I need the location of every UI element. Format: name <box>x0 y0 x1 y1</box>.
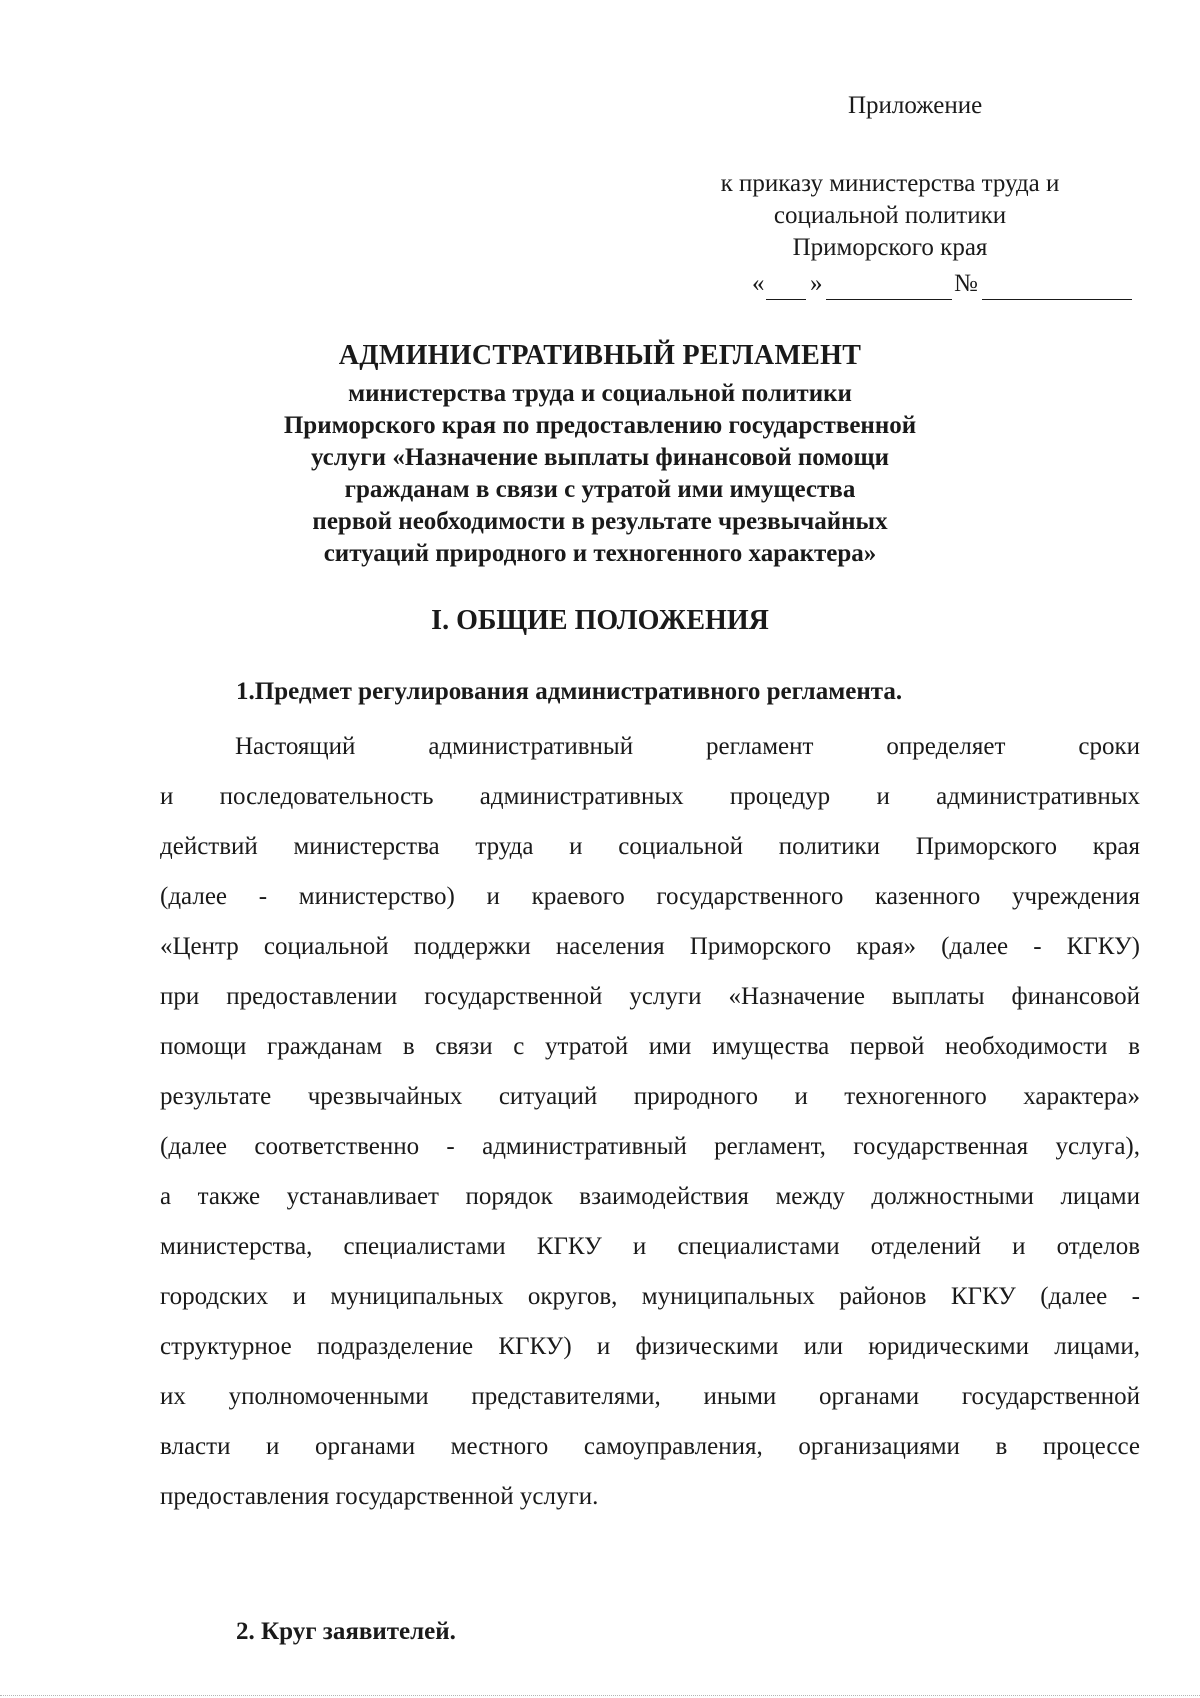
date-quote-open: « <box>752 270 765 297</box>
order-ref-line: социальной политики <box>773 202 1007 229</box>
body-line: и последовательность административных процедур и административных <box>160 783 1140 810</box>
body-line: городских и муниципальных округов, муниципальных районов КГКУ (далее - <box>160 1283 1140 1310</box>
subtitle-line: услуги «Назначение выплаты финансовой помощи <box>310 444 890 471</box>
date-quote-close: » <box>810 270 823 297</box>
subtitle-line: гражданам в связи с утратой ими имущества <box>344 476 856 503</box>
body-line: их уполномоченными представителями, иными органами государственной <box>160 1383 1140 1410</box>
body-line: структурное подразделение КГКУ) и физическими или юридическими лицами, <box>160 1333 1140 1360</box>
subtitle-line: министерства труда и социальной политики <box>348 380 852 407</box>
order-number-handwritten <box>982 269 1132 300</box>
body-line: результате чрезвычайных ситуаций природного и техногенного характера» <box>160 1083 1140 1110</box>
body-line: действий министерства труда и социальной политики Приморского края <box>160 833 1140 860</box>
body-paragraph <box>160 722 1140 1522</box>
scan-edge-divider <box>0 1695 1200 1696</box>
body-line: (далее - министерство) и краевого государственного казенного учреждения <box>160 883 1140 910</box>
body-line: власти и органами местного самоуправления, организациями в процессе <box>160 1433 1140 1460</box>
body-line: при предоставлении государственной услуги «Назначение выплаты финансовой <box>160 983 1140 1010</box>
subtitle-line: первой необходимости в результате чрезвычайных <box>312 508 888 535</box>
section-title: I. ОБЩИЕ ПОЛОЖЕНИЯ <box>431 605 769 636</box>
body-line: помощи гражданам в связи с утратой ими имущества первой необходимости в <box>160 1033 1140 1060</box>
order-reference <box>650 168 1130 264</box>
body-line: министерства, специалистами КГКУ и специалистами отделений и отделов <box>160 1233 1140 1260</box>
regulation-title: АДМИНИСТРАТИВНЫЙ РЕГЛАМЕНТ <box>338 340 862 371</box>
regulation-subtitle <box>200 378 1000 570</box>
body-line: «Центр социальной поддержки населения Приморского края» (далее - КГКУ) <box>160 933 1140 960</box>
subsection-heading: 1.Предмет регулирования административного регламента. <box>236 678 903 705</box>
subtitle-line: ситуаций природного и техногенного характера» <box>323 540 877 567</box>
order-ref-line: Приморского края <box>792 234 988 261</box>
date-month-year-handwritten <box>826 269 952 300</box>
body-line: Настоящий административный регламент определяет сроки <box>235 733 1140 760</box>
subtitle-line: Приморского края по предоставлению государственной <box>283 412 917 439</box>
appendix-label: Приложение <box>848 92 983 119</box>
order-ref-line: к приказу министерства труда и <box>720 170 1060 197</box>
order-date-line <box>752 262 1172 306</box>
date-day-handwritten <box>766 269 806 300</box>
subsection-heading-2: 2. Круг заявителей. <box>236 1618 456 1645</box>
body-line: (далее соответственно - административный регламент, государственная услуга), <box>160 1133 1140 1160</box>
body-line: а также устанавливает порядок взаимодействия между должностными лицами <box>160 1183 1140 1210</box>
body-line: предоставления государственной услуги. <box>160 1483 599 1510</box>
number-sign: № <box>954 270 978 297</box>
